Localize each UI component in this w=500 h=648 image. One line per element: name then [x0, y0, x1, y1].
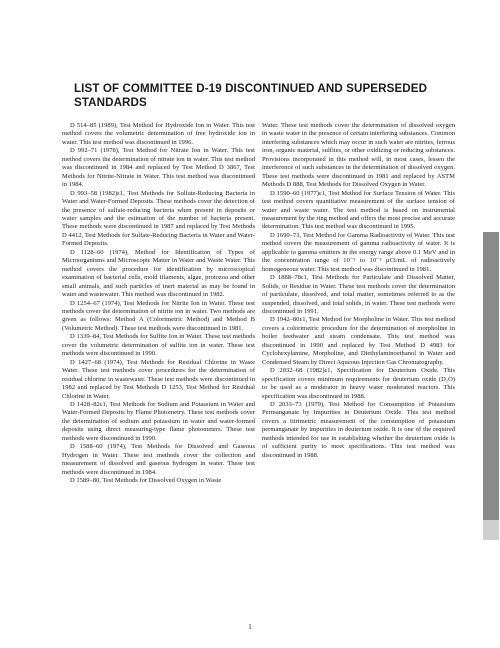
left-column [62, 122, 255, 485]
standard-entry: D 2033–73 (1979), Test Method for Consumption of Potassium Permanganate by Impurities in Deuterium Oxide. This test method covers a titrimetric measurement of the consumption of potassium permanganate by impurities in deuterium oxide. It is one of the required methods intended for use in establishing whether the deuterium oxide is of sufficient purity to meet specifications. This test method was discontinued in 1988. [262, 400, 455, 459]
standard-entry: D 1128–60 (1974), Method for Identification of Types of Microorganisms and Microscopic Matter in Water and Waste Water. This method covers the procedure for identification by microscopical examination of bacterial cells, mold filaments, algae, protozoa and other small animals, and such particles of inert material as may be found in water and wastewater. This method was discontinued in 1982. [62, 248, 255, 299]
standard-entry: D 992–71 (1978), Test Method for Nitrate Ion in Water. This test method covers the determination of nitrate ion in water. This test method was discontinued in 1984 and replaced by Test Method D 3867, Test Methods for Nitrite-Nitrate in Water. This test method was discontinued in 1984. [62, 147, 255, 189]
standard-entry: D 1339–84, Test Methods for Sulfite Ion in Water. These test methods cover the volumetric determination of sulfite ion in water. These test methods were discontinued in 1990. [62, 333, 255, 358]
page-number: 1 [248, 623, 252, 631]
standard-entry: D 1942–80ε1, Test Method for Morpholine in Water. This test method covers a colorimetric procedure for the determination of morpholine in boiler feedwater and steam condensate. This test method was discontinued in 1990 and replaced by Test Method D 4983 for Cyclohexylamine, Morpholine, and Diethylaminoethanol in Water and Condensed Steam by Direct Aqueous Injection Gas Chromatography. [262, 316, 455, 366]
standard-entry: D 514–85 (1989), Test Method for Hydroxide Ion in Water. This test method covers the volumetric determination of free hydroxide ion in water. This test method was discontinued in 1996. [62, 122, 255, 146]
standard-entry: D 1690–73, Test Method for Gamma Radioactivity of Water. This test method covers the measurement of gamma radioactivity of water. It is applicable to gamma emitters in the energy range above 0.1 MeV and in the concentration range of 10⁻⁵ to 10⁻³ µCi/mL of radioactively homogeneous water. This test method was discontinued in 1981. [262, 231, 455, 273]
standard-entry: D 1428–82ε1, Test Methods for Sodium and Potassium in Water and Water-Formed Deposits by Flame Photometry. These test methods cover the determination of sodium and potassium in water and water-formed deposits using direct measuring-type flame photometers. These test methods were discontinued in 1990. [62, 400, 255, 442]
standard-entry: D 993–58 (1982)ε1, Test Methods for Sulfate-Reducing Bacteria in Water and Water-Formed Deposits. These methods cover the detection of the presence of sulfate-reducing bacteria when present in deposits or water samples and the estimation of the number of bacteria present. These methods were discontinued in 1987 and replaced by Test Methods D 4412, Test Methods for Sulfate-Reducing Bacteria in Water and Water-Formed Deposits. [62, 189, 255, 248]
standard-entry: D 1588–60 (1974), Test Methods for Dissolved and Gaseous Hydrogen in Water. These test methods cover the collection and measurement of dissolved and gaseous hydrogen in water. These test methods were discontinued in 1984. [62, 443, 255, 476]
standard-entry-continued: Water. These test methods cover the determination of dissolved oxygen in waste water in the presence of certain interfering substances. Common interfering substances which may occur in such water are nitrites, ferrous iron, organic material, sulfites, or other oxidizing or reducing substances. Provisions incorporated in this method will, in most cases, lessen the interference of such substances in the determination of dissolved oxygen. These test methods were discontinued in 1981 and replaced by ASTM Methods D 888, Test Methods for Dissolved Oxygen in Water. [262, 122, 455, 189]
standard-entry: D 1590–60 (1977)ε1, Test Method for Surface Tension of Water. This test method covers quantitative measurement of the surface tension of water and waste water. The test method is based on instrumental measurement by the ring method and offers the most precise and accurate determination. This test method was discontinued in 1995. [262, 189, 455, 231]
section-tab-bar [483, 232, 499, 520]
right-column [262, 122, 455, 460]
section-tab-bar-light [483, 520, 499, 540]
page-title: LIST OF COMMITTEE D-19 DISCONTINUED AND SUPERSEDED STANDARDS [74, 82, 428, 110]
standard-entry: D 2032–68 (1982)ε1, Specification for Deuterium Oxide. This specification covers minimum requirements for deuterium oxide (D₂O) to be used as a moderator in heavy water moderated reactors. This specification was discontinued in 1988. [262, 367, 455, 400]
standard-entry: D 1589–80, Test Methods for Dissolved Oxygen in Waste [70, 477, 222, 485]
standard-entry: D 1254–67 (1974), Test Methods for Nitrite Ion in Water. These test methods cover the determination of nitrite ion in water. Two methods are given as follows: Method A (Colorimetric Method) and Method B (Volumetric Method). These test methods were discontinued in 1981. [62, 299, 255, 332]
standard-entry: D 1888–78ε1, Test Methods for Particulate and Dissolved Matter, Solids, or Residue in Water. These test methods cover the determination of particulate, dissolved, and total matter, sometimes referred to as the suspended, dissolved, and total solids, in water. These test methods were discontinued in 1991. [262, 274, 455, 315]
standard-entry: D 1427–68 (1974), Test Methods for Residual Chlorine in Waste Water. These test methods cover procedures for the determination of residual chlorine in wastewater. These test methods were discontinued in 1982 and replaced by Test Methods D 1253, Test Method for Residual Chlorine in Water. [62, 358, 255, 400]
